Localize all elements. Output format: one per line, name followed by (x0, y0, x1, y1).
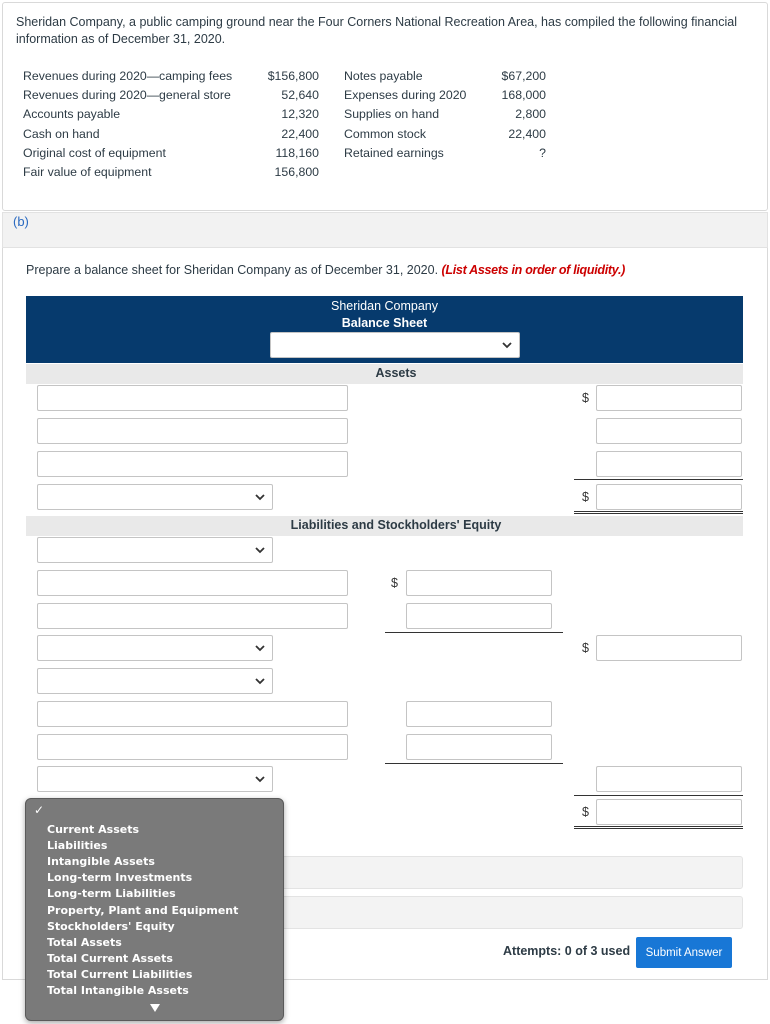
dropdown-option[interactable]: Total Current Assets (47, 952, 173, 965)
dropdown-option[interactable]: Total Current Liabilities (47, 968, 193, 981)
data-value-supplies: 2,800 (515, 107, 546, 121)
liabilities-header: Liabilities and Stockholders' Equity (290, 518, 502, 532)
dropdown-option[interactable]: Current Assets (47, 823, 140, 836)
data-value-original-cost: 118,160 (275, 146, 319, 160)
liability-label-input-2[interactable] (37, 603, 348, 629)
data-label-general-store: Revenues during 2020—general store (23, 88, 231, 102)
date-select[interactable] (270, 332, 520, 358)
dropdown-option[interactable]: Liabilities (47, 839, 108, 852)
dropdown-option[interactable]: Property, Plant and Equipment (47, 904, 239, 917)
equity-amount-input-2[interactable] (406, 734, 552, 760)
chevron-down-icon (254, 489, 266, 505)
subtotal-rule (574, 479, 743, 480)
instruction-text: Prepare a balance sheet for Sheridan Company as of December 31, 2020. (26, 263, 439, 277)
data-label-common-stock: Common stock (344, 127, 427, 141)
liability-label-input-1[interactable] (37, 570, 348, 596)
data-label-expenses: Expenses during 2020 (344, 88, 467, 102)
submit-answer-button[interactable]: Submit Answer (636, 937, 732, 968)
currency-symbol: $ (582, 391, 589, 405)
liabilities-select-1[interactable] (37, 537, 273, 563)
data-label-notes-payable: Notes payable (344, 69, 423, 83)
data-value-cash-on-hand: 22,400 (281, 127, 319, 141)
currency-symbol: $ (391, 576, 398, 590)
data-label-supplies: Supplies on hand (344, 107, 440, 121)
data-value-notes-payable: $67,200 (501, 69, 546, 83)
liability-amount-input-2[interactable] (406, 603, 552, 629)
part-header-bar (2, 212, 768, 248)
dropdown-option[interactable]: Intangible Assets (47, 855, 155, 868)
problem-intro: Sheridan Company, a public camping ground near the Four Corners National Recreation Area, has compiled the following financial information as of December 31, 2020. (16, 15, 738, 46)
data-value-accounts-payable: 12,320 (281, 107, 319, 121)
asset-amount-input-1[interactable] (596, 385, 742, 411)
chevron-down-icon (254, 673, 266, 689)
asset-total-select[interactable] (37, 484, 273, 510)
asset-label-input-2[interactable] (37, 418, 348, 444)
data-value-common-stock: 22,400 (508, 127, 546, 141)
total-double-rule (574, 511, 743, 514)
currency-symbol: $ (582, 490, 589, 504)
data-label-retained-earnings: Retained earnings (344, 146, 444, 160)
dropdown-option[interactable]: Total Assets (47, 936, 122, 949)
assets-header: Assets (375, 366, 417, 380)
data-value-retained-earnings: ? (539, 146, 546, 160)
company-name: Sheridan Company (330, 299, 438, 313)
currency-symbol: $ (582, 641, 589, 655)
chevron-down-icon (254, 771, 266, 787)
asset-amount-input-3[interactable] (596, 451, 742, 477)
equity-total-select[interactable] (37, 766, 273, 792)
data-value-expenses: 168,000 (501, 88, 546, 102)
data-value-fair-value: 156,800 (274, 165, 319, 179)
equity-amount-input-1[interactable] (406, 701, 552, 727)
data-label-original-cost: Original cost of equipment (23, 146, 166, 160)
chevron-down-icon (254, 640, 266, 656)
data-label-fair-value: Fair value of equipment (23, 165, 152, 179)
liabilities-total-select[interactable] (37, 635, 273, 661)
total-assets-input[interactable] (596, 484, 742, 510)
subtotal-rule (385, 632, 563, 633)
chevron-down-icon (501, 337, 513, 353)
currency-symbol: $ (582, 805, 589, 819)
instruction (26, 263, 625, 277)
subtotal-rule (385, 763, 563, 764)
dropdown-option[interactable]: Long-term Investments (47, 871, 193, 884)
data-label-cash-on-hand: Cash on hand (23, 127, 100, 141)
attempts-counter: Attempts: 0 of 3 used (503, 944, 631, 958)
asset-amount-input-2[interactable] (596, 418, 742, 444)
total-liabilities-input[interactable] (596, 635, 742, 661)
subtotal-rule (574, 795, 743, 796)
total-equity-input[interactable] (596, 766, 742, 792)
total-double-rule (574, 826, 743, 829)
data-label-accounts-payable: Accounts payable (23, 107, 121, 121)
equity-select[interactable] (37, 668, 273, 694)
dropdown-menu[interactable] (25, 798, 284, 1021)
dropdown-option[interactable]: Stockholders' Equity (47, 920, 175, 933)
scroll-down-arrow-icon[interactable] (150, 1004, 160, 1012)
asset-label-input-3[interactable] (37, 451, 348, 477)
data-value-general-store: 52,640 (281, 88, 319, 102)
checkmark-icon: ✓ (34, 803, 45, 817)
liability-amount-input-1[interactable] (406, 570, 552, 596)
asset-label-input-1[interactable] (37, 385, 348, 411)
chevron-down-icon (254, 542, 266, 558)
equity-label-input-1[interactable] (37, 701, 348, 727)
sheet-title: Balance Sheet (341, 316, 428, 330)
data-value-camping-fees: $156,800 (267, 69, 319, 83)
instruction-emphasis: (List Assets in order of liquidity.) (441, 263, 625, 277)
part-label: (b) (13, 214, 29, 229)
equity-label-input-2[interactable] (37, 734, 348, 760)
dropdown-option[interactable]: Long-term Liabilities (47, 887, 176, 900)
total-liab-equity-input[interactable] (596, 799, 742, 825)
data-label-camping-fees: Revenues during 2020—camping fees (23, 69, 233, 83)
dropdown-option[interactable]: Total Intangible Assets (47, 984, 189, 997)
